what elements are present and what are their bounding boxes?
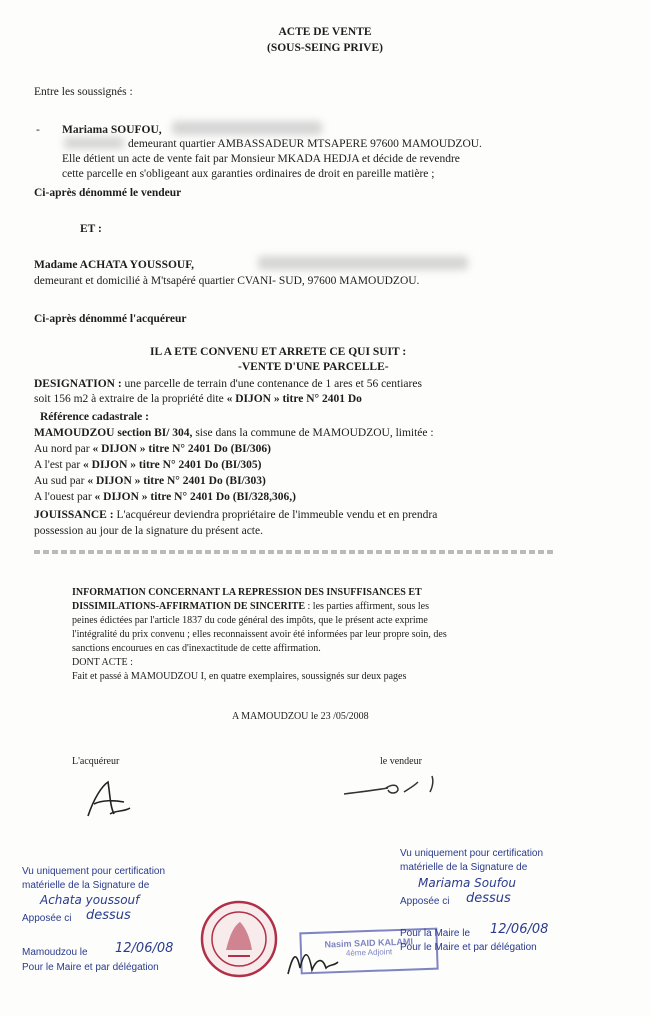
- seller-bullet: -: [36, 124, 40, 136]
- designation-line: soit 156 m2 à extraire de la propriété dite « DIJON » titre N° 2401 Do: [34, 393, 362, 405]
- buyer-name: Madame ACHATA YOUSSOUF,: [34, 259, 195, 271]
- official-signature-mark: [282, 938, 342, 982]
- cert-left-name-handwritten: Achata youssouf: [40, 893, 140, 907]
- info-heading: INFORMATION CONCERNANT LA REPRESSION DES INSUFFISANCES ET: [72, 587, 422, 598]
- cert-right-line2: matérielle de la Signature de: [400, 862, 528, 873]
- cadastre-section: MAMOUDZOU section BI/ 304, sise dans la commune de MAMOUDZOU, limitée :: [34, 427, 434, 439]
- cert-right-date-label: Pour la Maire le: [400, 928, 471, 939]
- info-line: sanctions encourues en cas d'inexactitude de cette affirmation.: [72, 643, 321, 654]
- seller-name: Mariama SOUFOU,: [62, 124, 162, 136]
- seller-line: Elle détient un acte de vente fait par Monsieur MKADA HEDJA et décide de revendre: [62, 153, 460, 165]
- info-line: l'intégralité du prix convenu ; elles reconnaissent avoir été informées par leur propre soin, des: [72, 629, 447, 640]
- intro-text: Entre les soussignés :: [34, 86, 133, 98]
- seller-address: demeurant quartier AMBASSADEUR MTSAPERE 97600 MAMOUDZOU.: [128, 138, 482, 150]
- redacted-blur: [172, 121, 322, 135]
- cadastre-label: Référence cadastrale :: [40, 411, 149, 423]
- buyer-address: demeurant et domicilié à M'tsapéré quartier CVANI- SUD, 97600 MAMOUDZOU.: [34, 275, 420, 287]
- info-line: peines édictées par l'article 1837 du code général des impôts, que le présent acte exprime: [72, 615, 428, 626]
- cert-right-line1: Vu uniquement pour certification: [400, 848, 544, 859]
- cert-right-dessus-handwritten: dessus: [466, 891, 511, 906]
- dont-acte: DONT ACTE :: [72, 657, 133, 668]
- buyer-role: Ci-après dénommé l'acquéreur: [34, 313, 187, 325]
- cert-right-mayor: Pour le Maire et par délégation: [400, 942, 537, 953]
- seller-line: cette parcelle en s'obligeant aux garanties ordinaires de droit en pareille matière ;: [62, 168, 435, 180]
- cut-off-line: [34, 542, 564, 560]
- document-title: ACTE DE VENTE: [278, 26, 372, 38]
- redacted-blur: [258, 256, 468, 270]
- cert-left-apposee: Apposée ci: [22, 913, 72, 924]
- place-date: A MAMOUDZOU le 23 /05/2008: [232, 711, 369, 722]
- cert-left-dessus-handwritten: dessus: [86, 908, 131, 923]
- cadastre-limit: Au nord par « DIJON » titre N° 2401 Do (BI/306): [34, 443, 271, 455]
- cert-left-line2: matérielle de la Signature de: [22, 880, 150, 891]
- jouissance-line: possession au jour de la signature du présent acte.: [34, 525, 263, 537]
- document-subtitle: (SOUS-SEING PRIVE): [267, 42, 383, 54]
- seller-signature-mark: [340, 770, 450, 806]
- cert-left-mayor: Pour le Maire et par délégation: [22, 962, 159, 973]
- cert-left-line1: Vu uniquement pour certification: [22, 866, 166, 877]
- cert-right-name-handwritten: Mariama Soufou: [418, 876, 516, 890]
- stamp-official-title: 4ème Adjoint: [345, 947, 393, 958]
- designation-line: DESIGNATION : une parcelle de terrain d'une contenance de 1 ares et 56 centiares: [34, 378, 422, 390]
- cert-right-apposee: Apposée ci: [400, 896, 450, 907]
- fait-line: Fait et passé à MAMOUDZOU I, en quatre exemplaires, soussignés sur deux pages: [72, 671, 407, 682]
- cert-left-date-handwritten: 12/06/08: [115, 941, 174, 956]
- cadastre-limit: A l'ouest par « DIJON » titre N° 2401 Do (BI/328,306,): [34, 491, 297, 503]
- buyer-signature-label: L'acquéreur: [72, 756, 120, 767]
- redacted-blur: [64, 137, 124, 149]
- info-heading: DISSIMILATIONS-AFFIRMATION DE SINCERITE : les parties affirment, sous les: [72, 601, 429, 612]
- jouissance-line: JOUISSANCE : L'acquéreur deviendra propriétaire de l'immeuble vendu et en prendra: [34, 509, 438, 521]
- stamp-official-name: Nasim SAID KALAMI: [324, 936, 414, 950]
- cadastre-limit: A l'est par « DIJON » titre N° 2401 Do (BI/305): [34, 459, 262, 471]
- cert-left-date-label: Mamoudzou le: [22, 947, 88, 958]
- cadastre-limit: Au sud par « DIJON » titre N° 2401 Do (BI/303): [34, 475, 266, 487]
- buyer-signature-mark: [80, 778, 140, 822]
- et-separator: ET :: [80, 223, 102, 235]
- cert-right-date-handwritten: 12/06/08: [490, 922, 549, 937]
- municipal-seal-stamp: [198, 898, 280, 980]
- agreement-subheading: -VENTE D'UNE PARCELLE-: [238, 361, 389, 373]
- seller-signature-label: le vendeur: [380, 756, 422, 767]
- seller-role: Ci-après dénommé le vendeur: [34, 187, 182, 199]
- agreement-heading: IL A ETE CONVENU ET ARRETE CE QUI SUIT :: [150, 346, 407, 358]
